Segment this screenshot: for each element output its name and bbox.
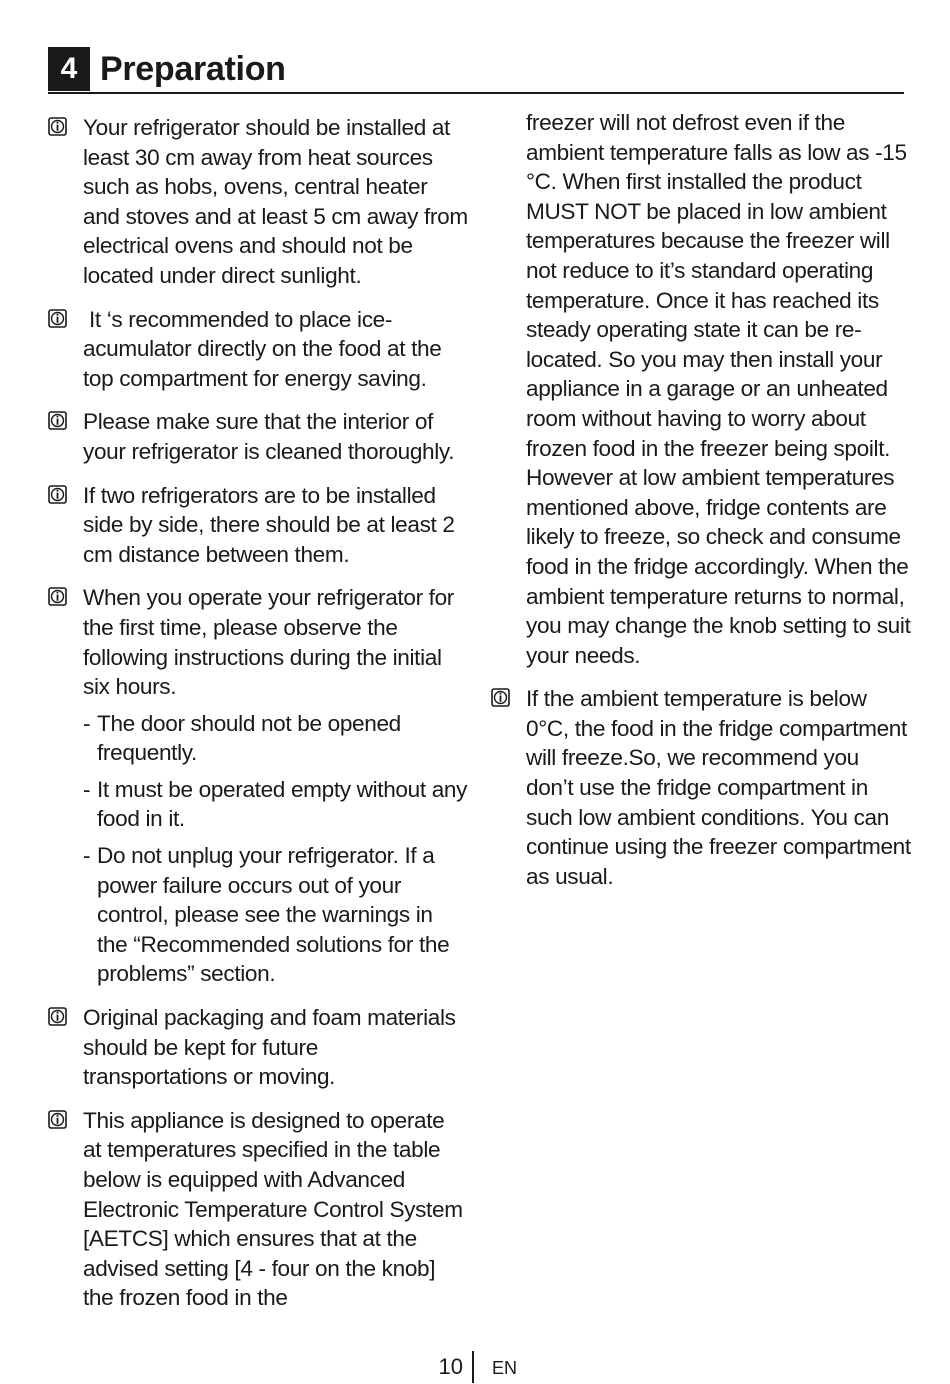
info-text: Original packaging and foam materials should be kept for future transportations or moving. xyxy=(83,1005,456,1090)
info-item xyxy=(48,481,468,570)
list-item xyxy=(83,775,468,834)
info-icon xyxy=(48,1110,67,1129)
info-item xyxy=(48,113,468,291)
instruction-list xyxy=(83,709,468,989)
continued-text: freezer will not defrost even if the ambient temperature falls as low as -15 °C. When first installed the product MUST NOT be placed in low ambient temperatures because the freezer will not reduce to it’s standard operating temperature. Once it has reached its steady operating state it can be re-located. So you may then install your appliance in a garage or an unheated room without having to worry about frozen food in the freezer being spoilt. However at low ambient temperatures mentioned above, fridge contents are likely to freeze, so check and consume food in the fridge accordingly. When the ambient temperature returns to normal, you may change the knob setting to suit your needs. xyxy=(526,110,911,668)
page-number: 10 xyxy=(438,1354,463,1379)
info-icon xyxy=(48,117,67,136)
language-code: EN xyxy=(492,1358,518,1378)
list-item xyxy=(83,841,468,989)
info-icon xyxy=(48,309,67,328)
list-item-text: The door should not be opened frequently. xyxy=(97,710,401,766)
page-footer xyxy=(0,1351,950,1383)
info-text: It ‘s recommended to place ice-acumulator directly on the food at the top compartment for energy saving. xyxy=(83,306,448,391)
info-icon xyxy=(491,688,510,707)
info-item xyxy=(48,1003,468,1092)
info-text: Your refrigerator should be installed at least 30 cm away from heat sources such as hobs, ovens, central heater and stoves and at least 5 cm away from electrical ovens and should not be located under direct sunlight. xyxy=(83,115,468,288)
info-item xyxy=(491,684,911,891)
section-number: 4 xyxy=(48,47,90,91)
list-item-text: Do not unplug your refrigerator. If a power failure occurs out of your control, please see the warnings in the “Recommended solutions for the problems” section. xyxy=(97,843,450,987)
info-icon xyxy=(48,411,67,430)
list-item xyxy=(83,709,468,768)
info-text: If the ambient temperature is below 0°C, the food in the fridge compartment will freeze.So, we recommend you don’t use the fridge compartment in such low ambient conditions. You can continue using the freezer compartment as usual. xyxy=(526,686,911,889)
footer-divider xyxy=(472,1351,474,1383)
info-text: If two refrigerators are to be installed side by side, there should be at least 2 cm distance between them. xyxy=(83,482,455,567)
info-icon xyxy=(48,1007,67,1026)
info-text: Please make sure that the interior of your refrigerator is cleaned thoroughly. xyxy=(83,409,455,464)
info-icon xyxy=(48,587,67,606)
list-item-text: It must be operated empty without any food in it. xyxy=(97,776,468,832)
info-item xyxy=(48,583,468,989)
left-column xyxy=(48,113,468,1327)
info-item xyxy=(48,407,468,466)
info-item xyxy=(48,1106,468,1313)
info-icon xyxy=(48,485,67,504)
info-text: When you operate your refrigerator for the first time, please observe the following instructions during the initial six hours. xyxy=(83,585,454,700)
section-title: Preparation xyxy=(100,50,286,88)
dash-marker: - xyxy=(83,776,91,802)
section-header xyxy=(48,47,904,94)
dash-marker: - xyxy=(83,710,91,736)
info-item xyxy=(48,305,468,394)
info-text: This appliance is designed to operate at temperatures specified in the table below is equipped with Advanced Electronic Temperature Control System [AETCS] which ensures that at the advised setting [4 - four on the knob] the frozen food in the xyxy=(83,1107,463,1311)
right-column xyxy=(491,108,911,905)
dash-marker: - xyxy=(83,843,91,869)
